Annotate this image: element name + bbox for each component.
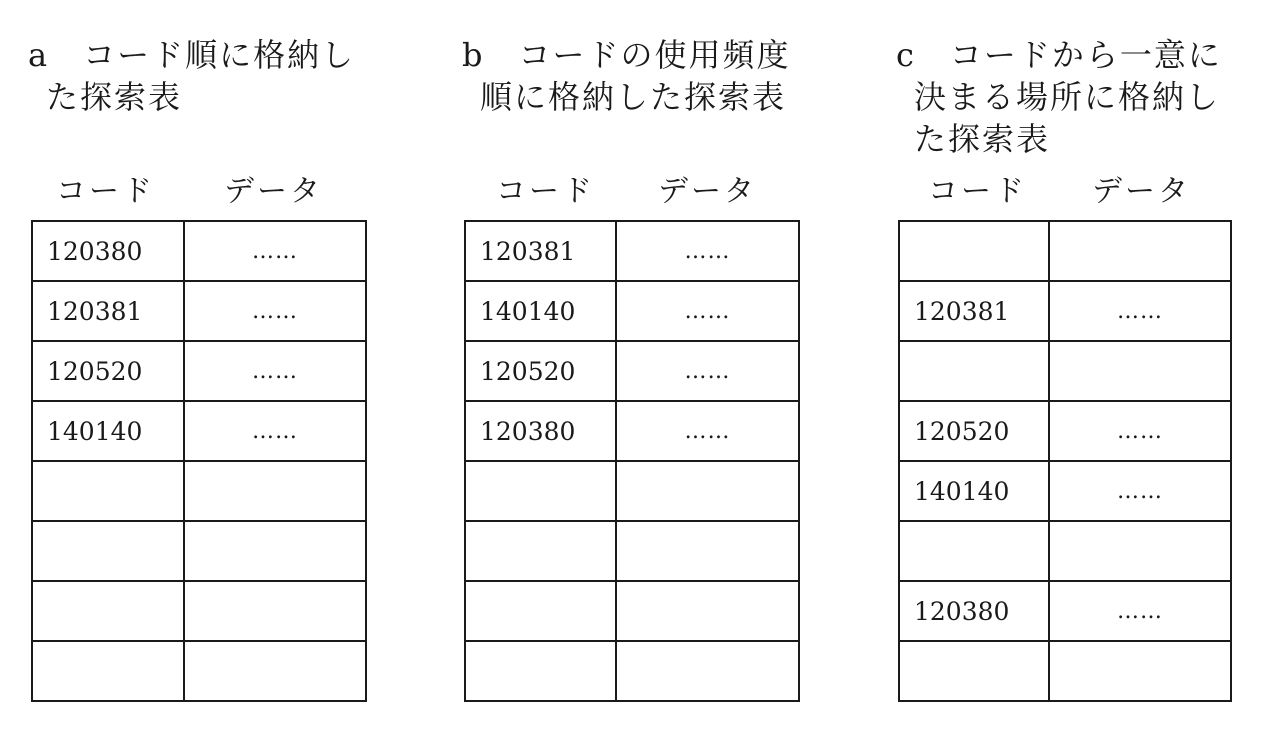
panel-c-title-line-1: c コードから一意に [896, 36, 1222, 74]
panel-a-title [28, 34, 355, 118]
code-cell [466, 462, 617, 520]
table-row [466, 340, 798, 400]
table-row [900, 400, 1230, 460]
data-cell: …… [1117, 478, 1163, 504]
data-cell [617, 582, 798, 640]
code-cell: 120520 [466, 342, 617, 400]
data-cell: …… [1117, 298, 1163, 324]
data-cell [185, 462, 365, 520]
panel-c-table [898, 220, 1232, 702]
data-cell [617, 462, 798, 520]
table-row [466, 520, 798, 580]
data-cell [185, 522, 365, 580]
panel-b-title-line-1: b コードの使用頻度 [462, 36, 791, 74]
table-row [33, 340, 365, 400]
data-cell [1050, 642, 1230, 700]
code-cell [900, 522, 1050, 580]
table-row [33, 222, 365, 280]
code-cell [33, 582, 185, 640]
panel-b-table [464, 220, 800, 702]
data-cell [617, 642, 798, 700]
table-row [33, 400, 365, 460]
data-cell [1050, 342, 1230, 400]
data-cell: …… [684, 238, 731, 264]
code-cell [466, 642, 617, 700]
data-cell [185, 642, 365, 700]
table-row [466, 280, 798, 340]
code-cell: 140140 [33, 402, 185, 460]
table-row [900, 640, 1230, 700]
table-row [900, 280, 1230, 340]
panel-a-title-line-1: a コード順に格納し [28, 36, 356, 74]
table-row [466, 222, 798, 280]
table-row [466, 400, 798, 460]
panel-a-code-header: コード [56, 174, 155, 209]
table-row [900, 580, 1230, 640]
code-cell [33, 522, 185, 580]
table-row [900, 222, 1230, 280]
code-cell [900, 222, 1050, 280]
code-cell [900, 342, 1050, 400]
table-row [900, 340, 1230, 400]
table-row [900, 520, 1230, 580]
table-row [33, 280, 365, 340]
table-row [466, 640, 798, 700]
table-row [900, 460, 1230, 520]
code-cell [466, 582, 617, 640]
code-cell: 140140 [900, 462, 1050, 520]
data-cell [185, 582, 365, 640]
panel-a-table [31, 220, 367, 702]
code-cell: 120520 [900, 402, 1050, 460]
data-cell: …… [252, 298, 298, 324]
table-row [466, 460, 798, 520]
panel-c-title-line-2: 決まる場所に格納し [914, 78, 1221, 116]
code-cell: 120381 [466, 222, 617, 280]
panel-a-title-line-2: た探索表 [46, 78, 183, 116]
code-cell: 120380 [33, 222, 185, 280]
code-cell: 140140 [466, 282, 617, 340]
panel-b-title [462, 34, 791, 118]
data-cell [617, 522, 798, 580]
panel-c-column-headers [896, 172, 1236, 212]
data-cell: …… [1117, 598, 1163, 624]
panel-b-data-header: データ [658, 174, 757, 209]
panel-c-title-line-3: た探索表 [914, 120, 1051, 158]
data-cell: …… [252, 418, 298, 444]
table-row [33, 640, 365, 700]
table-row [33, 460, 365, 520]
code-cell: 120380 [466, 402, 617, 460]
panel-a-column-headers [28, 172, 368, 212]
code-cell [466, 522, 617, 580]
data-cell [1050, 522, 1230, 580]
panel-b-title-line-2: 順に格納した探索表 [480, 78, 787, 116]
code-cell: 120520 [33, 342, 185, 400]
code-cell: 120381 [33, 282, 185, 340]
table-row [33, 520, 365, 580]
data-cell: …… [1117, 418, 1163, 444]
code-cell [33, 642, 185, 700]
data-cell: …… [684, 418, 731, 444]
table-row [33, 580, 365, 640]
data-cell: …… [252, 358, 298, 384]
panel-c-title [896, 34, 1222, 160]
code-cell [900, 642, 1050, 700]
panel-c-code-header: コード [928, 174, 1027, 209]
panel-b-column-headers [462, 172, 802, 212]
data-cell: …… [684, 298, 731, 324]
code-cell: 120381 [900, 282, 1050, 340]
code-cell [33, 462, 185, 520]
data-cell: …… [684, 358, 731, 384]
table-row [466, 580, 798, 640]
code-cell: 120380 [900, 582, 1050, 640]
panel-b-code-header: コード [496, 174, 595, 209]
panel-c-data-header: データ [1092, 174, 1191, 209]
data-cell [1050, 222, 1230, 280]
panel-a-data-header: データ [224, 174, 323, 209]
data-cell: …… [252, 238, 298, 264]
